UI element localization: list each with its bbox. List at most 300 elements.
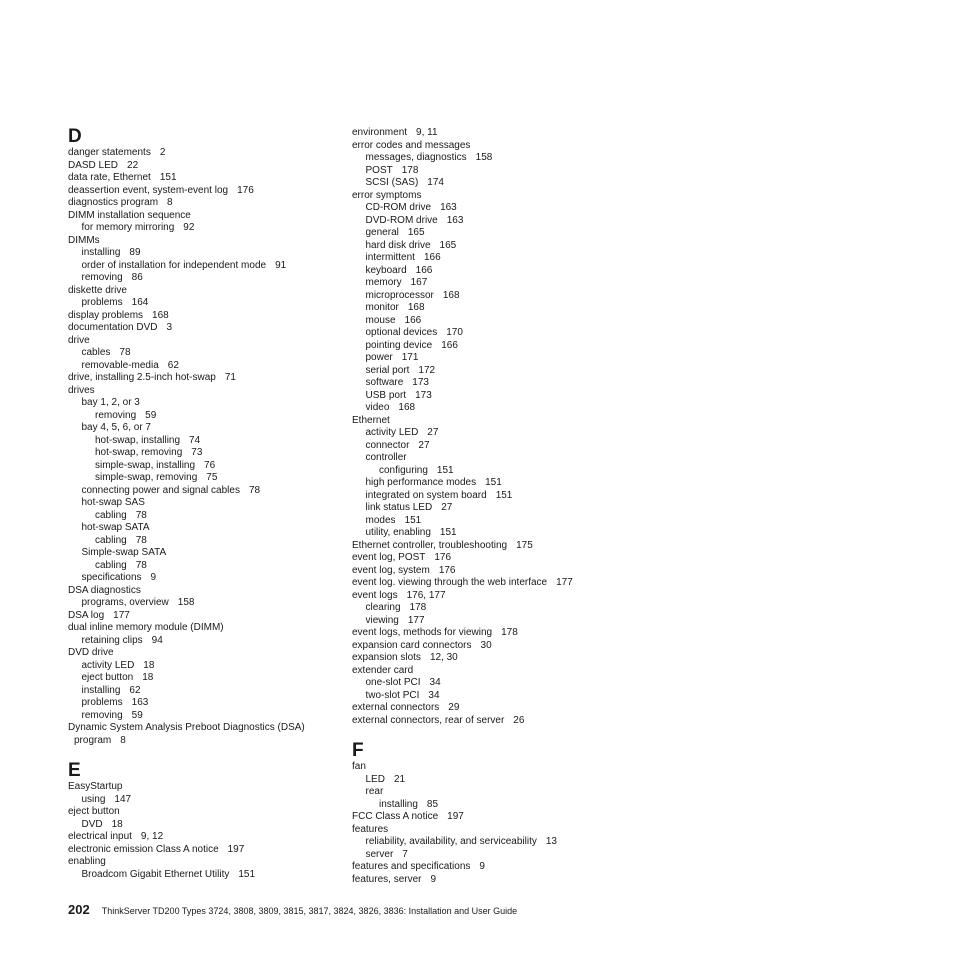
index-entry: [352, 540, 622, 553]
entry-page-ref: 59: [131, 709, 143, 721]
index-subentry: [352, 477, 622, 490]
entry-term: messages, diagnostics: [365, 152, 467, 163]
index-subentry: [352, 327, 622, 340]
entry-term: microprocessor: [365, 289, 434, 301]
entry-term: eject button: [68, 806, 120, 817]
index-subentry: [352, 774, 622, 787]
entry-term: hard disk drive: [365, 239, 431, 251]
index-subentry: [68, 522, 338, 535]
entry-term: expansion card connectors: [352, 639, 472, 651]
entry-term: intermittent: [365, 252, 415, 263]
entry-term: retaining clips: [81, 634, 143, 646]
entry-term: display problems: [68, 309, 144, 321]
index-subentry: [352, 352, 622, 365]
entry-term: DASD LED: [68, 159, 119, 171]
index-subentry: [352, 152, 622, 165]
entry-page-ref: 166: [423, 252, 441, 263]
entry-term: high performance modes: [365, 477, 477, 488]
entry-page-ref: 78: [135, 559, 147, 571]
entry-page-ref: 8: [167, 197, 173, 208]
entry-term: external connectors: [352, 702, 440, 713]
index-subentry: [352, 215, 622, 228]
entry-page-ref: 165: [439, 239, 457, 251]
entry-term: Simple-swap SATA: [81, 547, 167, 558]
entry-term: optional devices: [365, 327, 438, 338]
index-entry: [68, 647, 338, 660]
index-subentry: [68, 635, 338, 648]
entry-page-ref: 18: [143, 659, 155, 671]
entry-page-ref: 175: [516, 539, 533, 551]
index-entry: [68, 622, 338, 635]
entry-term: electrical input: [68, 831, 132, 842]
entry-page-ref: 71: [224, 372, 236, 383]
index-entry: [68, 844, 338, 857]
entry-term: problems: [81, 697, 123, 708]
entry-page-ref: 151: [495, 489, 513, 501]
index-entry: [352, 552, 622, 565]
entry-page-ref: 27: [441, 502, 453, 513]
entry-term: using: [81, 793, 106, 805]
entry-page-ref: 9, 11: [416, 127, 438, 138]
entry-term: server: [365, 848, 394, 860]
index-entry: [352, 190, 622, 203]
entry-page-ref: 177: [407, 614, 425, 626]
entry-page-ref: 34: [429, 677, 441, 688]
index-subentry: [352, 265, 622, 278]
entry-page-ref: 168: [398, 402, 416, 413]
entry-term: eject button: [81, 672, 134, 683]
entry-term: serial port: [365, 364, 410, 376]
entry-page-ref: 168: [442, 289, 460, 301]
section-letter-f: F: [352, 740, 364, 761]
entry-term: installing: [81, 684, 121, 696]
index-subentry: [68, 485, 338, 498]
entry-term: DIMM installation sequence: [68, 209, 191, 221]
entry-term: hot-swap SATA: [81, 522, 150, 533]
index-entry: [352, 627, 622, 640]
entry-term: monitor: [365, 302, 399, 313]
entry-term: error symptoms: [352, 189, 422, 201]
entry-term: data rate, Ethernet: [68, 172, 151, 183]
index-subentry: [68, 819, 338, 832]
entry-page-ref: 78: [135, 534, 147, 546]
entry-term: clearing: [365, 602, 401, 613]
index-subentry: [352, 252, 622, 265]
entry-term: POST: [365, 164, 393, 176]
index-entry: [352, 824, 622, 837]
entry-term: error codes and messages: [352, 139, 471, 151]
index-subentry: [68, 710, 338, 723]
entry-page-ref: 73: [191, 447, 203, 458]
entry-term: connecting power and signal cables: [81, 484, 240, 496]
entry-term: Broadcom Gigabit Ethernet Utility: [81, 868, 230, 880]
entry-term: FCC Class A notice: [352, 811, 439, 822]
entry-page-ref: 174: [427, 177, 444, 188]
entry-term: general: [365, 227, 399, 238]
entry-term: simple-swap, removing: [95, 472, 198, 483]
entry-term: environment: [352, 127, 408, 138]
page-footer: [68, 901, 517, 919]
entry-page-ref: 151: [485, 477, 502, 488]
index-subentry: [68, 472, 338, 485]
index-subentry: [352, 277, 622, 290]
entry-term: features and specifications: [352, 861, 471, 872]
entry-term: link status LED: [365, 502, 433, 513]
entry-page-ref: 9: [430, 873, 437, 885]
entry-page-ref: 151: [404, 514, 422, 526]
index-subentry: [352, 315, 622, 328]
entry-page-ref: 171: [401, 352, 419, 363]
entry-term: DVD-ROM drive: [365, 214, 438, 226]
index-entry: [352, 702, 622, 715]
entry-page-ref: 78: [135, 509, 147, 521]
entry-term: hot-swap SAS: [81, 497, 145, 508]
entry-page-ref: 163: [446, 214, 464, 226]
index-subentry: [68, 672, 338, 685]
index-subentry: [68, 447, 338, 460]
entry-page-ref: 34: [428, 689, 440, 701]
index-subentry: [352, 799, 622, 812]
entry-term: danger statements: [68, 147, 151, 158]
entry-term: bay 1, 2, or 3: [81, 397, 140, 408]
index-subentry: [352, 502, 622, 515]
entry-term: installing: [81, 247, 121, 258]
entry-page-ref: 94: [151, 634, 163, 646]
footer-title: ThinkServer TD200 Types 3724, 3808, 3809, 3815, 3817, 3824, 3826, 3836: Installation and User Guide: [101, 906, 518, 916]
entry-term: integrated on system board: [365, 489, 487, 501]
entry-page-ref: 8: [120, 734, 126, 746]
entry-term: DSA log: [68, 609, 105, 621]
entry-term: activity LED: [81, 659, 135, 671]
index-subentry: [68, 397, 338, 410]
entry-term: dual inline memory module (DIMM): [68, 622, 224, 633]
entry-page-ref: 164: [131, 297, 149, 308]
entry-page-ref: 147: [114, 793, 132, 805]
index-subentry: [352, 615, 622, 628]
entry-term: external connectors, rear of server: [352, 714, 505, 726]
entry-term: enabling: [68, 856, 106, 867]
entry-page-ref: 151: [436, 464, 454, 476]
entry-page-ref: 165: [407, 227, 425, 238]
entry-term: DVD drive: [68, 647, 114, 658]
entry-page-ref: 21: [393, 773, 406, 785]
entry-term: event logs, methods for viewing: [352, 627, 493, 638]
entry-term: event log, system: [352, 564, 430, 576]
entry-page-ref: 166: [415, 264, 433, 276]
entry-term: expansion slots: [352, 652, 421, 663]
entry-term: connector: [365, 439, 410, 451]
index-entry: [68, 722, 338, 735]
index-subentry: [352, 786, 622, 799]
index-subentry: [68, 460, 338, 473]
entry-page-ref: 62: [129, 684, 141, 696]
index-entry: [352, 761, 622, 774]
index-entry: [352, 665, 622, 678]
entry-page-ref: 167: [410, 277, 428, 288]
index-entry: [68, 185, 338, 198]
entry-term: program: [74, 734, 112, 746]
entry-term: mouse: [365, 314, 396, 326]
index-subentry: [352, 690, 622, 703]
entry-term: removing: [95, 409, 137, 421]
entry-page-ref: 30: [480, 639, 492, 651]
index-subentry: [68, 410, 338, 423]
entry-page-ref: 78: [119, 347, 131, 358]
index-subentry: [68, 260, 338, 273]
entry-page-ref: 178: [501, 627, 518, 638]
entry-term: installing: [379, 798, 418, 810]
entry-page-ref: 170: [446, 327, 463, 338]
entry-term: CD-ROM drive: [365, 202, 432, 213]
index-subentry: [68, 547, 338, 560]
entry-page-ref: 172: [418, 364, 436, 376]
entry-page-ref: 197: [227, 843, 245, 855]
entry-term: deassertion event, system-event log: [68, 184, 229, 196]
entry-term: specifications: [81, 572, 142, 583]
entry-term: reliability, availability, and serviceability: [365, 836, 537, 847]
entry-page-ref: 78: [248, 484, 261, 496]
index-entry: [68, 385, 338, 398]
entry-term: cabling: [95, 559, 127, 571]
entry-term: cables: [81, 347, 111, 358]
entry-page-ref: 178: [401, 164, 419, 176]
entry-term: extender card: [352, 664, 414, 676]
entry-page-ref: 176: [434, 552, 452, 563]
index-entry: [352, 640, 622, 653]
entry-page-ref: 158: [475, 152, 493, 163]
index-entry: [68, 235, 338, 248]
entry-term: cabling: [95, 534, 127, 546]
entry-page-ref: 18: [142, 672, 154, 683]
entry-term: two-slot PCI: [365, 689, 420, 701]
index-subentry: [68, 347, 338, 360]
index-column-left: [68, 127, 338, 881]
entry-term: viewing: [365, 614, 399, 626]
entry-term: features, server: [352, 873, 422, 885]
index-entry: [68, 210, 338, 223]
entry-term: removing: [81, 272, 123, 283]
index-subentry: [352, 427, 622, 440]
entry-term: features: [352, 823, 389, 835]
entry-term: simple-swap, installing: [95, 459, 196, 471]
index-entry: [68, 806, 338, 819]
index-subentry: [68, 735, 338, 748]
entry-term: activity LED: [365, 427, 419, 438]
entry-page-ref: 151: [238, 868, 256, 880]
entry-term: hot-swap, installing: [95, 434, 181, 446]
index-subentry: [68, 422, 338, 435]
entry-term: order of installation for independent mode: [81, 259, 267, 271]
entry-page-ref: 76: [204, 459, 216, 471]
entry-page-ref: 89: [129, 247, 141, 258]
index-subentry: [68, 660, 338, 673]
index-entry: [68, 856, 338, 869]
index-entry: [68, 172, 338, 185]
index-subentry: [68, 685, 338, 698]
entry-page-ref: 178: [409, 602, 427, 613]
index-subentry: [68, 497, 338, 510]
entry-term: for memory mirroring: [81, 222, 175, 233]
index-subentry: [352, 177, 622, 190]
index-subentry: [352, 240, 622, 253]
index-subentry: [68, 435, 338, 448]
entry-term: fan: [352, 761, 366, 772]
index-entry: [68, 197, 338, 210]
index-subentry: [352, 440, 622, 453]
index-column-right: [352, 127, 622, 886]
index-subentry: [68, 222, 338, 235]
index-subentry: [68, 272, 338, 285]
index-entry: [352, 415, 622, 428]
index-entry: [352, 652, 622, 665]
index-subentry: [352, 452, 622, 465]
entry-term: power: [365, 352, 393, 363]
entry-page-ref: 85: [426, 798, 439, 810]
page-number: 202: [68, 902, 90, 917]
index-entry: [352, 140, 622, 153]
entry-page-ref: 151: [159, 172, 177, 183]
section-letter-d: D: [68, 126, 82, 147]
entry-page-ref: 26: [513, 714, 525, 726]
entry-term: diskette drive: [68, 284, 127, 296]
entry-term: drive, installing 2.5-inch hot-swap: [68, 372, 216, 383]
entry-page-ref: 197: [447, 811, 464, 822]
entry-term: rear: [365, 786, 384, 797]
entry-term: Ethernet controller, troubleshooting: [352, 539, 508, 551]
entry-page-ref: 168: [407, 302, 425, 313]
entry-page-ref: 9: [479, 861, 485, 872]
index-subentry: [68, 510, 338, 523]
index-subentry: [352, 365, 622, 378]
index-subentry: [352, 165, 622, 178]
entry-page-ref: 163: [131, 697, 149, 708]
index-subentry: [352, 390, 622, 403]
index-subentry: [352, 849, 622, 862]
index-entry: [352, 715, 622, 728]
entry-page-ref: 177: [113, 609, 130, 621]
index-subentry: [68, 360, 338, 373]
entry-page-ref: 18: [111, 818, 123, 830]
entry-term: SCSI (SAS): [365, 177, 419, 188]
entry-term: DVD: [81, 818, 103, 830]
entry-page-ref: 22: [127, 159, 139, 171]
entry-page-ref: 166: [404, 314, 422, 326]
index-subentry: [68, 597, 338, 610]
entry-term: electronic emission Class A notice: [68, 843, 219, 855]
entry-term: video: [365, 402, 390, 413]
entry-page-ref: 176: [438, 564, 456, 576]
index-subentry: [352, 836, 622, 849]
entry-term: drive: [68, 334, 90, 346]
entry-term: Dynamic System Analysis Preboot Diagnostics (DSA): [68, 722, 305, 733]
entry-page-ref: 92: [183, 222, 195, 233]
entry-page-ref: 7: [402, 848, 408, 860]
index-subentry: [68, 697, 338, 710]
entry-term: software: [365, 377, 404, 388]
entry-term: event logs: [352, 589, 398, 601]
index-entry: [68, 310, 338, 323]
entry-term: utility, enabling: [365, 527, 431, 538]
entry-term: Ethernet: [352, 414, 390, 426]
index-subentry: [68, 297, 338, 310]
index-subentry: [68, 535, 338, 548]
index-entry: [352, 127, 622, 140]
index-entry: [68, 781, 338, 794]
entry-page-ref: 86: [131, 272, 143, 283]
entry-page-ref: 158: [177, 597, 195, 608]
index-entry: [68, 285, 338, 298]
entry-term: DSA diagnostics: [68, 584, 141, 596]
entry-page-ref: 75: [206, 472, 218, 483]
entry-term: documentation DVD: [68, 322, 158, 333]
entry-page-ref: 27: [418, 439, 430, 451]
entry-page-ref: 173: [412, 377, 429, 388]
index-entry: [352, 874, 622, 887]
entry-page-ref: 173: [415, 389, 432, 401]
index-subentry: [352, 465, 622, 478]
section-letter-e: E: [68, 760, 81, 781]
entry-term: pointing device: [365, 339, 433, 351]
entry-term: controller: [365, 452, 407, 463]
entry-term: event log, POST: [352, 552, 426, 563]
index-entry: [352, 565, 622, 578]
entry-term: configuring: [379, 464, 428, 476]
entry-term: USB port: [365, 389, 407, 401]
entry-page-ref: 9: [150, 572, 157, 583]
index-subentry: [352, 602, 622, 615]
entry-term: LED: [365, 773, 385, 785]
index-subentry: [352, 227, 622, 240]
entry-page-ref: 163: [440, 202, 457, 213]
index-subentry: [68, 572, 338, 585]
entry-term: one-slot PCI: [365, 677, 421, 688]
index-entry: [352, 590, 622, 603]
index-subentry: [352, 402, 622, 415]
entry-page-ref: 13: [545, 836, 557, 847]
entry-term: EasyStartup: [68, 781, 123, 792]
index-entry: [68, 831, 338, 844]
index-subentry: [352, 490, 622, 503]
entry-term: programs, overview: [81, 597, 169, 608]
entry-term: drives: [68, 384, 95, 396]
entry-page-ref: 62: [167, 359, 179, 371]
index-subentry: [68, 560, 338, 573]
index-subentry: [68, 869, 338, 882]
index-subentry: [352, 302, 622, 315]
index-entry: [68, 322, 338, 335]
index-entry: [352, 861, 622, 874]
entry-page-ref: 168: [152, 309, 169, 321]
index-subentry: [68, 794, 338, 807]
entry-term: bay 4, 5, 6, or 7: [81, 422, 151, 433]
index-subentry: [352, 677, 622, 690]
index-subentry: [68, 247, 338, 260]
entry-page-ref: 176: [237, 184, 254, 196]
index-subentry: [352, 340, 622, 353]
entry-page-ref: 59: [145, 409, 157, 421]
entry-term: diagnostics program: [68, 197, 159, 208]
entry-page-ref: 176, 177: [406, 589, 446, 601]
index-entry: [68, 335, 338, 348]
entry-page-ref: 12, 30: [429, 652, 458, 663]
entry-term: keyboard: [365, 264, 407, 276]
entry-term: hot-swap, removing: [95, 447, 183, 458]
entry-page-ref: 91: [275, 259, 287, 271]
index-subentry: [352, 377, 622, 390]
entry-page-ref: 151: [439, 527, 457, 538]
entry-term: memory: [365, 277, 402, 288]
entry-term: problems: [81, 297, 123, 308]
